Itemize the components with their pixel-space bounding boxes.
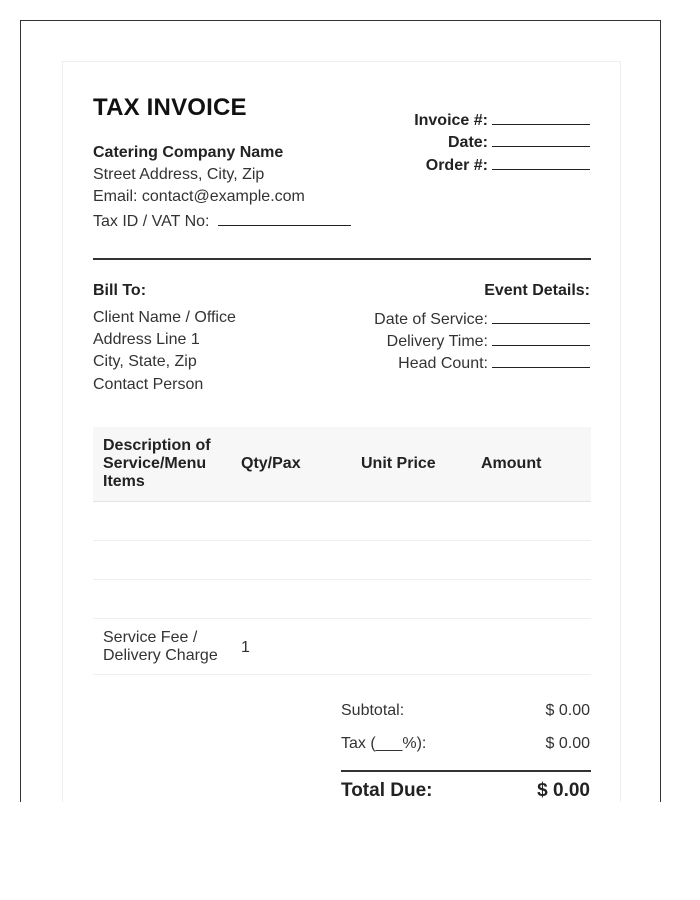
invoice-number-blank xyxy=(492,110,590,125)
bill-to-line: City, State, Zip xyxy=(93,353,197,370)
subtotal-value: $ 0.00 xyxy=(545,702,590,719)
items-table-header xyxy=(93,427,591,502)
order-number-label: Order #: xyxy=(425,157,488,174)
service-fee-description: Service Fee / Delivery Charge xyxy=(103,629,218,664)
invoice-title: TAX INVOICE xyxy=(93,94,247,121)
tax-id-blank xyxy=(218,211,351,226)
bill-to-line: Address Line 1 xyxy=(93,331,200,348)
company-email: Email: contact@example.com xyxy=(93,188,305,205)
delivery-time-label: Delivery Time: xyxy=(386,333,488,350)
tax-id-label: Tax ID / VAT No: xyxy=(93,213,210,230)
order-number-row xyxy=(426,155,590,175)
delivery-time-row xyxy=(387,331,590,351)
company-address: Street Address, City, Zip xyxy=(93,166,265,183)
column-header-qty: Qty/Pax xyxy=(241,455,301,472)
invoice-number-row xyxy=(414,110,590,130)
bill-to-heading: Bill To: xyxy=(93,282,147,299)
column-header-unit-price: Unit Price xyxy=(361,455,436,472)
tax-label: Tax (___%): xyxy=(341,735,427,752)
date-of-service-blank xyxy=(492,309,590,324)
subtotal-label: Subtotal: xyxy=(341,702,405,719)
delivery-time-blank xyxy=(492,331,590,346)
totals-divider xyxy=(341,770,591,772)
invoice-number-label: Invoice #: xyxy=(414,112,488,129)
event-details-heading: Event Details: xyxy=(484,282,590,299)
bill-to-line: Client Name / Office xyxy=(93,309,236,326)
column-header-amount: Amount xyxy=(481,455,542,472)
column-header-description: Description of Service/Menu Items xyxy=(103,437,211,490)
date-row xyxy=(448,132,590,152)
bill-to-line: Contact Person xyxy=(93,376,204,393)
date-label: Date: xyxy=(447,134,488,151)
head-count-blank xyxy=(492,353,590,368)
head-count-row xyxy=(398,353,590,373)
table-row-service-fee xyxy=(93,619,591,674)
table-row-divider xyxy=(93,540,591,541)
service-fee-qty: 1 xyxy=(241,639,250,656)
table-row-divider xyxy=(93,674,591,675)
invoice-paper xyxy=(62,61,621,802)
company-tax-id xyxy=(93,211,351,231)
table-row-divider xyxy=(93,579,591,580)
order-number-blank xyxy=(492,155,590,170)
header-divider xyxy=(93,258,591,260)
company-name: Catering Company Name xyxy=(93,144,284,161)
date-of-service-row xyxy=(374,309,590,329)
date-of-service-label: Date of Service: xyxy=(374,311,488,328)
document-frame xyxy=(20,20,661,802)
total-due-value: $ 0.00 xyxy=(537,780,590,801)
date-blank xyxy=(492,132,590,147)
head-count-label: Head Count: xyxy=(398,355,488,372)
total-due-label: Total Due: xyxy=(341,780,433,801)
tax-value: $ 0.00 xyxy=(545,735,590,752)
